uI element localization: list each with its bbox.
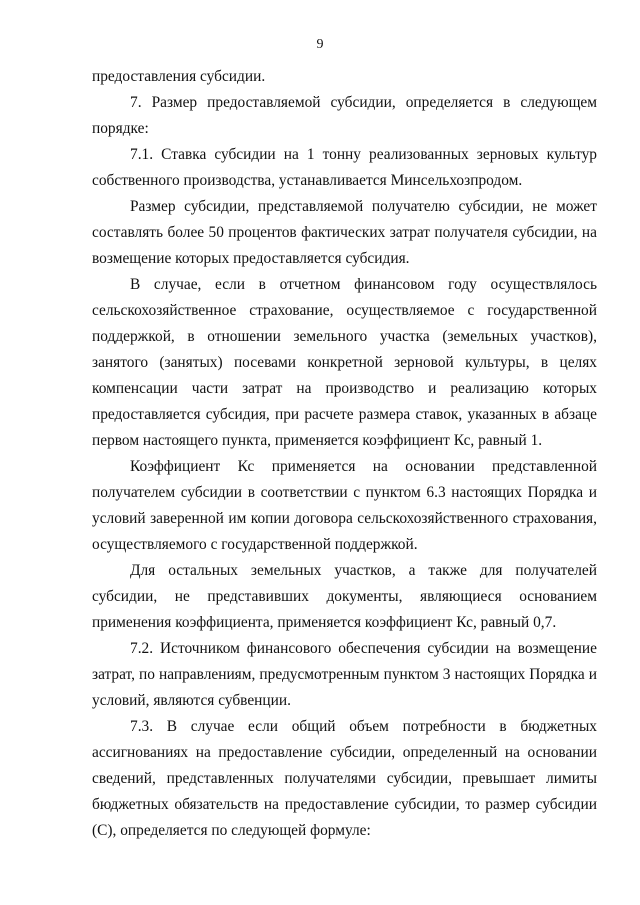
paragraph-section-7: 7. Размер предоставляемой субсидии, определяется в следующем порядке: <box>92 94 597 137</box>
paragraph-section-7-1: 7.1. Ставка субсидии на 1 тонну реализованных зерновых культур собственного производства, устанавливается Минсельхозпродом. <box>92 146 597 189</box>
paragraph-section-7-3: 7.3. В случае если общий объем потребности в бюджетных ассигнованиях на предоставление субсидии, определенный на основании сведений, представленных получателями субсидии, превышает лимиты бюджетных обязательств на предоставление субсидии, то размер субсидии (С), определяется по следующей формуле: <box>92 718 597 839</box>
paragraph-continuation: предоставления субсидии. <box>92 68 266 85</box>
paragraph-section-7-2: 7.2. Источником финансового обеспечения субсидии на возмещение затрат, по направлениям, предусмотренным пунктом 3 настоящих Порядка и условий, являются субвенции. <box>92 640 597 709</box>
paragraph-coefficient-basis: Коэффициент Кс применяется на основании представленной получателем субсидии в соответствии с пунктом 6.3 настоящих Порядка и условий заверенной им копии договора сельскохозяйственного страхования, осуществляемого с государственной поддержкой. <box>92 458 597 553</box>
paragraph-subsidy-size: Размер субсидии, представляемой получателю субсидии, не может составлять более 50 процентов фактических затрат получателя субсидии, на возмещение которых предоставляется субсидия. <box>92 198 597 267</box>
document-body <box>92 64 597 844</box>
page-number: 9 <box>316 37 324 52</box>
paragraph-insurance-case: В случае, если в отчетном финансовом году осуществлялось сельскохозяйственное страхование, осуществляемое с государственной поддержкой, в отношении земельного участка (земельных участков), занятого (занятых) посевами конкретной зерновой культуры, в целях компенсации части затрат на производство и реализацию которых предоставляется субсидия, при расчете размера ставок, указанных в абзаце первом настоящего пункта, применяется коэффициент Кс, равный 1. <box>92 276 597 449</box>
paragraph-other-plots: Для остальных земельных участков, а также для получателей субсидии, не представивших документы, являющиеся основанием применения коэффициента, применяется коэффициент Кс, равный 0,7. <box>92 562 597 631</box>
